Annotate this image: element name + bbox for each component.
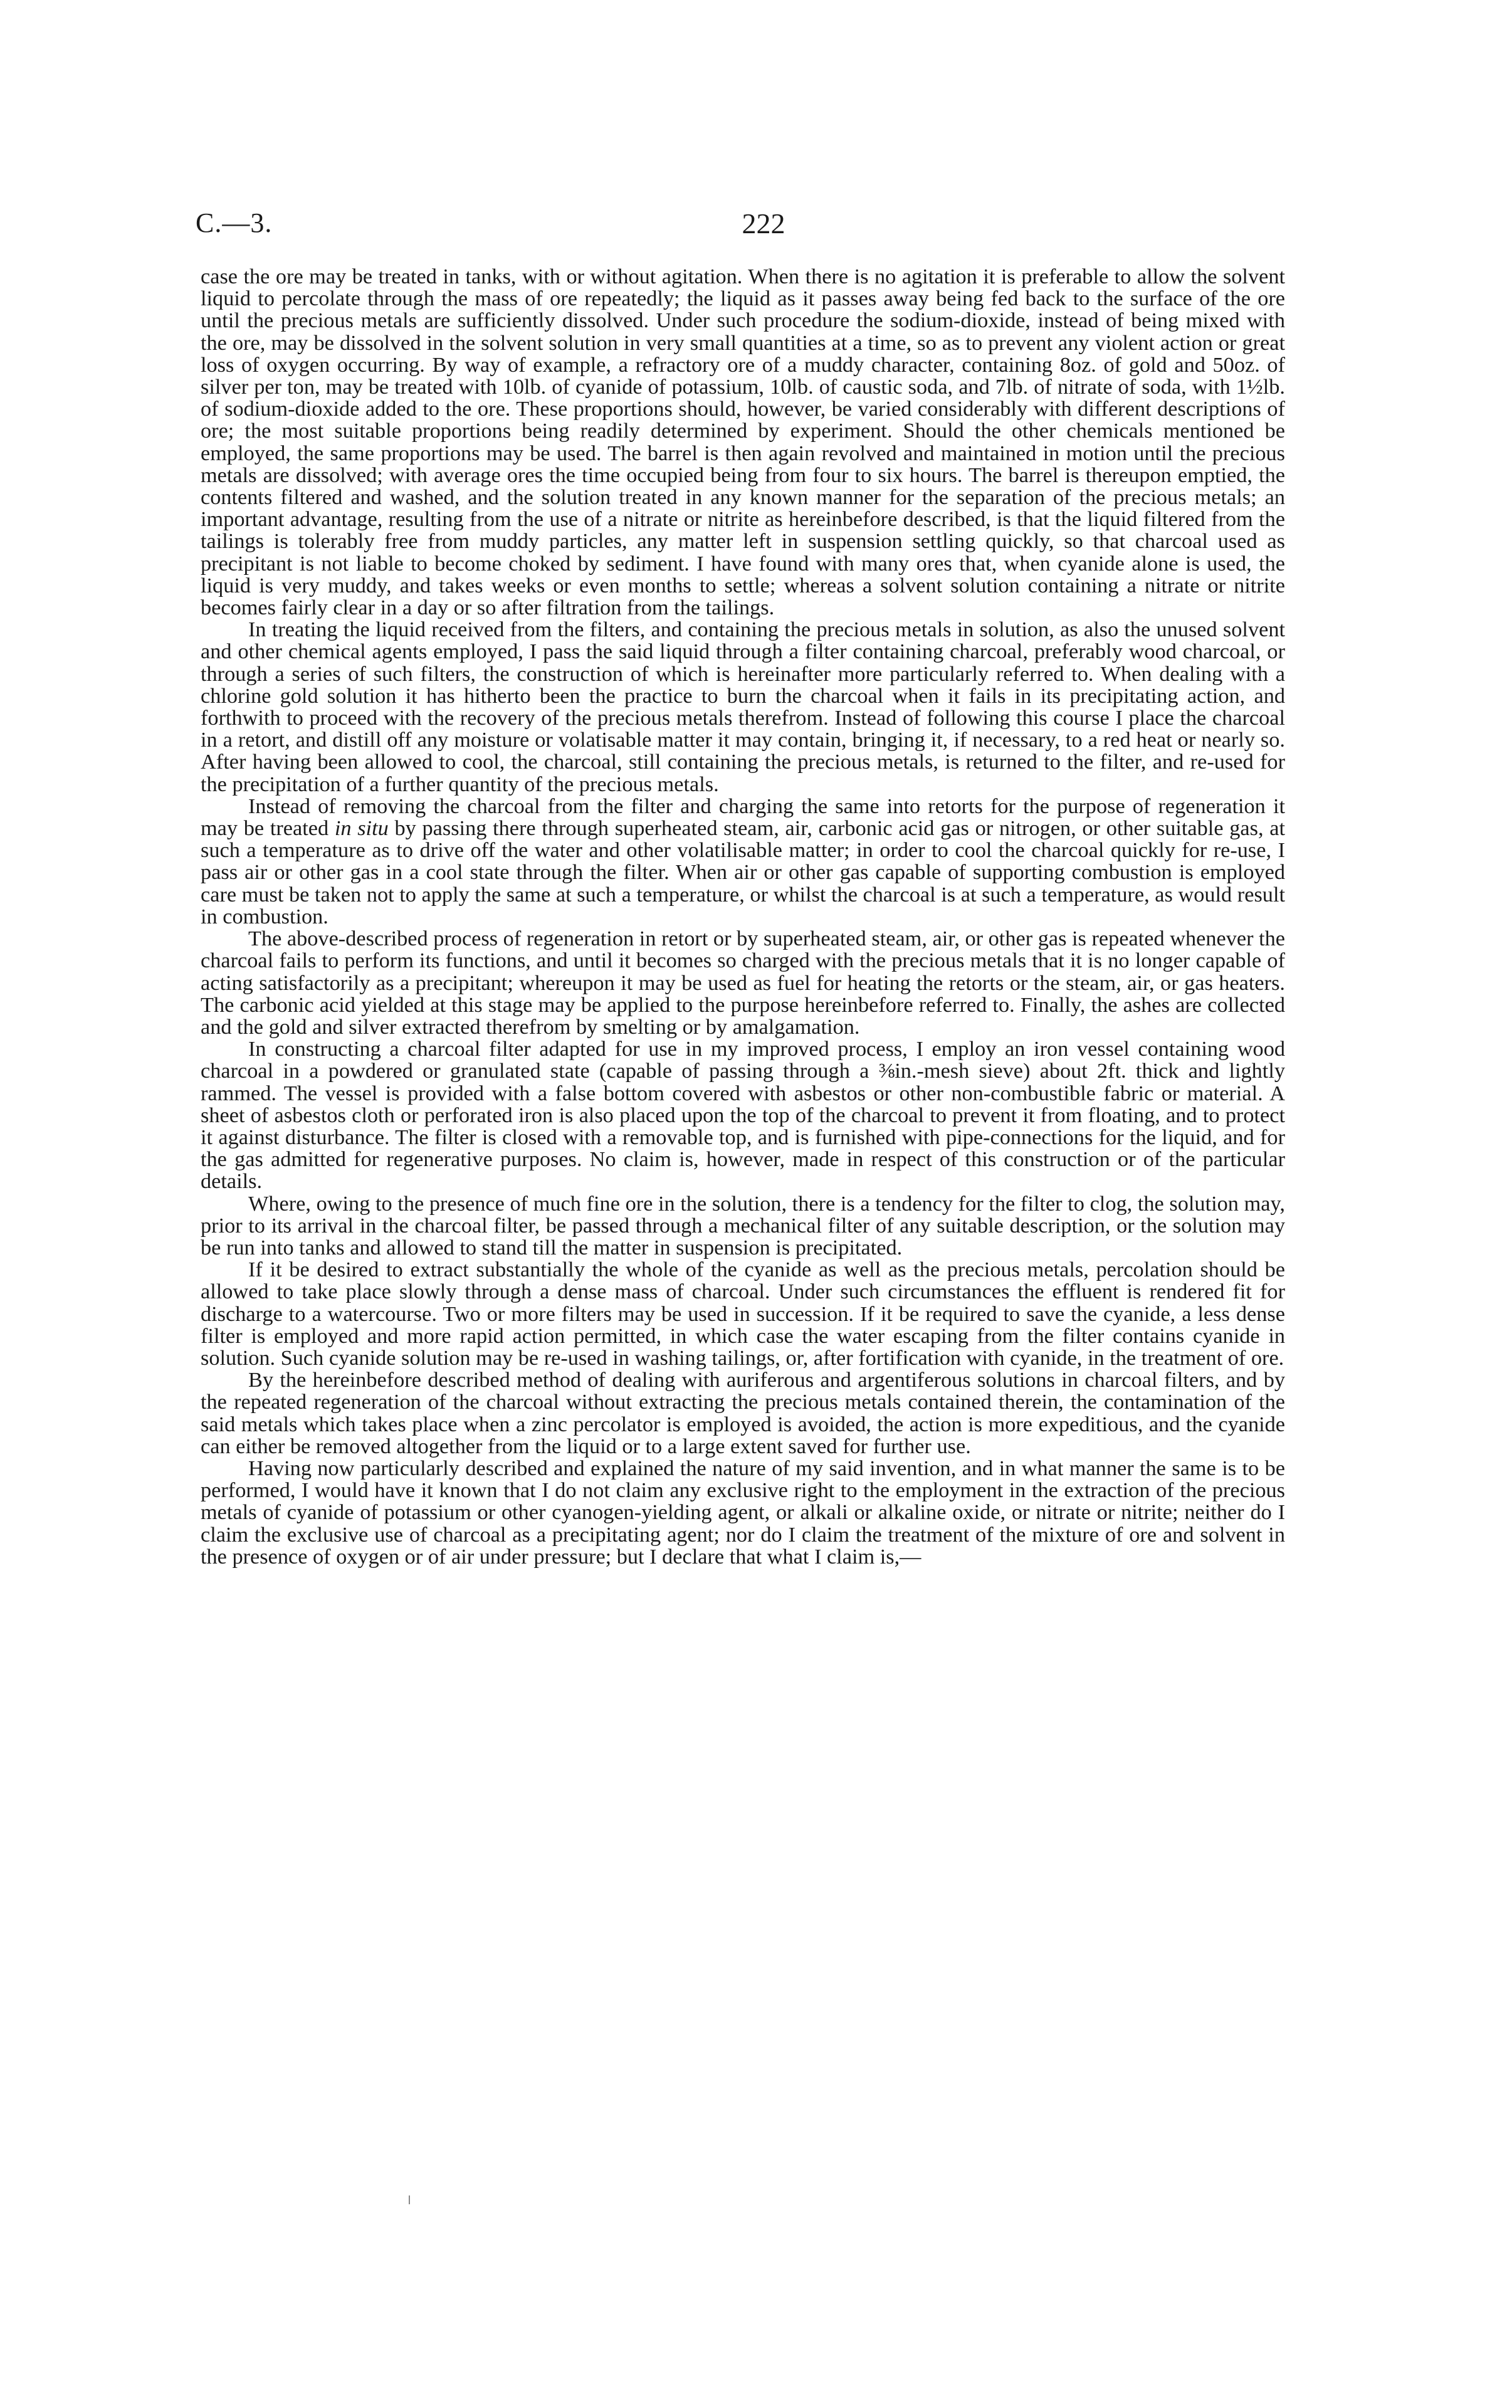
paragraph-6: Where, owing to the presence of much fine ore in the solution, there is a tendency for the filter to clog, the solution may, prior to its arrival in the charcoal filter, be passed through a mechanical filter of any suitable description, or the solution may be run into tanks and allowed to stand till the matter in suspension is precipitated. — [201, 1191, 1285, 1259]
paragraph-7: If it be desired to extract substantially the whole of the cyanide as well as the precious metals, percolation should be allowed to take place slowly through a dense mass of charcoal. Under such circumstances the effluent is rendered fit for discharge to a watercourse. Two or more filters may be used in succession. If it be required to save the cyanide, a less dense filter is employed and more rapid action permitted, in which case the water escaping from the filter contains cyanide in solution. Such cyanide solution may be re-used in washing tailings, or, after fortification with cyanide, in the treatment of ore. — [201, 1258, 1285, 1370]
paragraph-3-italic: in situ — [334, 816, 389, 841]
page-header — [196, 207, 1331, 257]
body-text — [201, 266, 1285, 1568]
paragraph-2: In treating the liquid received from the filters, and containing the precious metals in solution, as also the unused solvent and other chemical agents employed, I pass the said liquid through a filter containing charcoal, preferably wood charcoal, or through a series of such filters, the construction of which is hereinafter more particularly referred to. When dealing with a chlorine gold solution it has hitherto been the practice to burn the charcoal when it fails in its precipitating action, and forthwith to proceed with the recovery of the precious metals therefrom. Instead of following this course I place the charcoal in a retort, and distill off any moisture or volatisable matter it may contain, bringing it, if necessary, to a red heat or nearly so. After having been allowed to cool, the charcoal, still containing the precious metals, is returned to the filter, and re-used for the precipitation of a further quantity of the precious metals. — [201, 618, 1285, 796]
stray-ink-mark — [409, 2195, 410, 2204]
paragraph-8: By the hereinbefore described method of dealing with auriferous and argentiferous solutions in charcoal filters, and by the repeated regeneration of the charcoal without extracting the precious metals contained therein, the contamination of the said metals which takes place when a zinc percolator is employed is avoided, the action is more expeditious, and the cyanide can either be removed altogether from the liquid or to a large extent saved for further use. — [201, 1368, 1285, 1458]
paragraph-3 — [201, 796, 1285, 928]
paragraph-1: case the ore may be treated in tanks, with or without agitation. When there is no agitation it is preferable to allow the solvent liquid to percolate through the mass of ore repeatedly; the liquid as it passes away being fed back to the surface of the ore until the precious metals are sufficiently dissolved. Under such procedure the sodium-dioxide, instead of being mixed with the ore, may be dissolved in the solvent solution in very small quantities at a time, so as to prevent any violent action or great loss of oxygen occurring. By way of example, a refractory ore of a muddy character, containing 8oz. of gold and 50oz. of silver per ton, may be treated with 10lb. of cyanide of potassium, 10lb. of caustic soda, and 7lb. of nitrate of soda, with 1½lb. of sodium-dioxide added to the ore. These proportions should, however, be varied considerably with different descriptions of ore; the most suitable proportions being readily determined by experiment. Should the other chemicals mentioned be employed, the same proportions may be used. The barrel is then again revolved and maintained in motion until the precious metals are dissolved; with average ores the time occupied being from four to six hours. The barrel is thereupon emptied, the contents filtered and washed, and the solution treated in any known manner for the separation of the precious metals; an important advantage, resulting from the use of a nitrate or nitrite as hereinbefore described, is that the liquid filtered from the tailings is tolerably free from muddy particles, any matter left in suspension settling quickly, so that charcoal used as precipitant is not liable to become choked by sediment. I have found with many ores that, when cyanide alone is used, the liquid is very muddy, and takes weeks or even months to settle; whereas a solvent solution containing a nitrate or nitrite becomes fairly clear in a day or so after filtration from the tailings. — [201, 265, 1285, 620]
paragraph-3-text-after: by passing there through superheated steam, air, carbonic acid gas or nitrogen, or other suitable gas, at such a temperature as to drive off the water and other volatilisable matter; in order to cool the charcoal quickly for re-use, I pass air or other gas in a cool state through the filter. When air or other gas capable of supporting combustion is employed care must be taken not to apply the same at such a temperature, or whilst the charcoal is at such a temperature, as would result in combustion. — [201, 816, 1285, 928]
paragraph-3-text-before: Instead of removing the charcoal from the filter and charging the same into retorts for the purpose of regeneration it may be treated — [201, 794, 1285, 841]
page-number: 222 — [742, 208, 785, 239]
paragraph-4: The above-described process of regeneration in retort or by superheated steam, air, or other gas is repeated whenever the charcoal fails to perform its functions, and until it becomes so charged with the precious metals that it is no longer capable of acting satisfactorily as a precipitant; whereupon it may be used as fuel for heating the retorts or the steam, air, or gas heaters. The carbonic acid yielded at this stage may be applied to the purpose hereinbefore referred to. Finally, the ashes are collected and the gold and silver extracted therefrom by smelting or by amalgamation. — [201, 927, 1285, 1039]
document-reference: C.—3. — [196, 208, 273, 238]
paragraph-9: Having now particularly described and explained the nature of my said invention, and in what manner the same is to be performed, I would have it known that I do not claim any exclusive right to the employment in the extraction of the precious metals of cyanide of potassium or other cyanogen-yielding agent, or alkali or alkaline oxide, or nitrate or nitrite; neither do I claim the exclusive use of charcoal as a precipitating agent; nor do I claim the treatment of the mixture of ore and solvent in the presence of oxygen or of air under pressure; but I declare that what I claim is,— — [201, 1456, 1285, 1569]
paragraph-5: In constructing a charcoal filter adapted for use in my improved process, I employ an iron vessel containing wood charcoal in a powdered or granulated state (capable of passing through a ⅜in.-mesh sieve) about 2ft. thick and lightly rammed. The vessel is provided with a false bottom covered with asbestos or other non-combustible fabric or material. A sheet of asbestos cloth or perforated iron is also placed upon the top of the charcoal to prevent it from floating, and to protect it against disturbance. The filter is closed with a removable top, and is furnished with pipe-connections for the liquid, and for the gas admitted for regenerative purposes. No claim is, however, made in respect of this construction or of the particular details. — [201, 1037, 1285, 1194]
